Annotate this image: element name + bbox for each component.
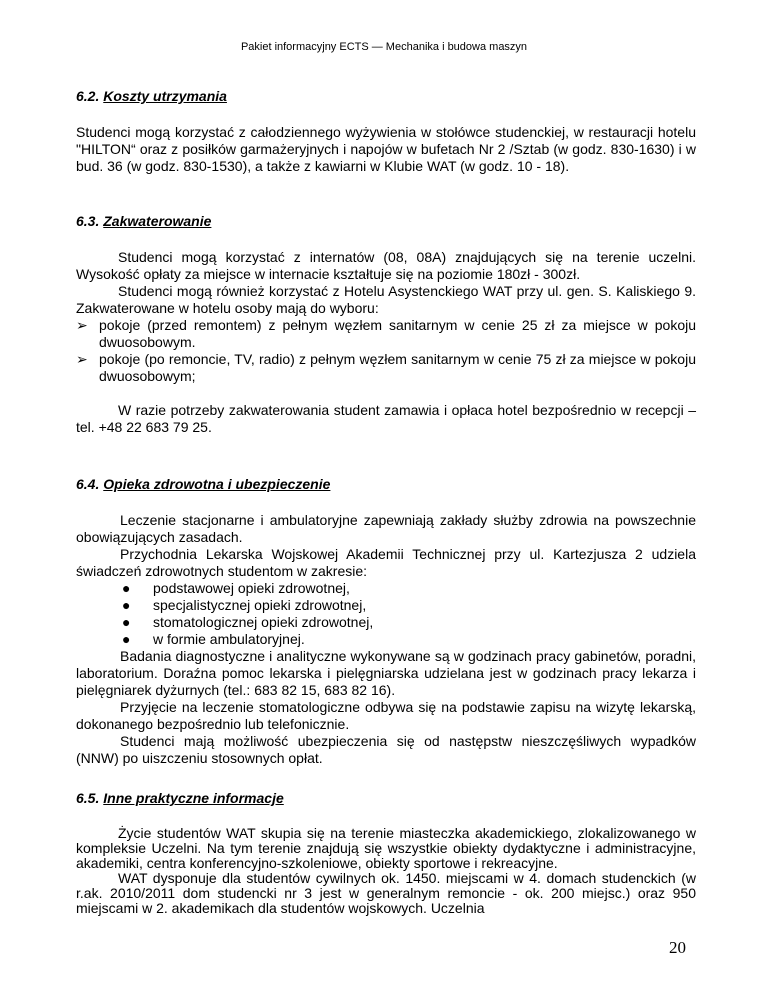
bullet-dot-icon: ● — [122, 631, 131, 647]
paragraph: Studenci mogą korzystać z internatów (08, 08A) znajdujących się na terenie uczelni. Wysokość opłaty za miejsce w internacie kształtuje się na poziomie 180zł - 300zł. — [76, 249, 696, 282]
section-heading — [76, 213, 696, 230]
section-heading — [76, 790, 696, 807]
list-item: ● w formie ambulatoryjnej. — [122, 631, 305, 647]
section-heading — [76, 88, 696, 105]
paragraph: W razie potrzeby zakwaterowania student zamawia i opłaca hotel bezpośrednio w recepcji – tel. +48 22 683 79 25. — [76, 402, 696, 435]
paragraph: Leczenie stacjonarne i ambulatoryjne zapewniają zakłady służby zdrowia na powszechnie obowiązujących zasadach. — [76, 512, 696, 545]
paragraph: Studenci mogą również korzystać z Hotelu Asystenckiego WAT przy ul. gen. S. Kaliskiego 9. Zakwaterowane w hotelu osoby mają do wyboru: — [76, 283, 696, 316]
arrow-bullet-icon: ➢ — [76, 351, 88, 367]
paragraph: Życie studentów WAT skupia się na terenie miasteczka akademickiego, zlokalizowanego w kompleksie Uczelni. Na tym terenie znajdują się wszystkie obiekty dydaktyczne i administracyjne, akademiki, centra konferencyjno-szkoleniowe, obiekty sportowe i rekreacyjne. — [76, 825, 696, 871]
arrow-bullet-icon: ➢ — [76, 317, 88, 333]
section-number: 6.3. — [76, 213, 100, 229]
page-header: Pakiet informacyjny ECTS — Mechanika i budowa maszyn — [240, 41, 528, 53]
section-6-5 — [76, 790, 696, 916]
list-item: ➢ pokoje (przed remontem) z pełnym węzłem sanitarnym w cenie 25 zł za miejsce w pokoju dwuosobowym. — [76, 317, 696, 350]
paragraph: Przyjęcie na leczenie stomatologiczne odbywa się na podstawie zapisu na wizytę lekarską, dokonanego bezpośrednio lub telefonicznie. — [76, 699, 696, 732]
bullet-dot-icon: ● — [122, 614, 131, 630]
paragraph: Przychodnia Lekarska Wojskowej Akademii Technicznej przy ul. Kartezjusza 2 udziela świadczeń zdrowotnych studentom w zakresie: — [76, 546, 696, 579]
section-number: 6.5. — [76, 790, 100, 806]
paragraph: Studenci mają możliwość ubezpieczenia się od następstw nieszczęśliwych wypadków (NNW) po uiszczeniu stosownych opłat. — [76, 733, 696, 766]
list-item: ➢ pokoje (po remoncie, TV, radio) z pełnym węzłem sanitarnym w cenie 75 zł za miejsce w pokoju dwuosobowym; — [76, 351, 696, 384]
bullet-list — [76, 580, 696, 648]
section-6-2 — [76, 88, 696, 175]
bullet-dot-icon: ● — [122, 580, 131, 596]
section-title: Koszty utrzymania — [103, 88, 227, 104]
list-item: ● specjalistycznej opieki zdrowotnej, — [122, 597, 367, 613]
list-item: ● stomatologicznej opieki zdrowotnej, — [122, 614, 374, 630]
section-number: 6.2. — [76, 88, 100, 104]
arrow-list — [76, 317, 696, 385]
section-heading — [76, 476, 696, 493]
section-6-4 — [76, 476, 696, 767]
bullet-dot-icon: ● — [122, 597, 131, 613]
section-number: 6.4. — [76, 476, 100, 492]
page-number: 20 — [669, 938, 686, 957]
paragraph: Studenci mogą korzystać z całodziennego wyżywienia w stołówce studenckiej, w restauracji hotelu "HILTON“ oraz z posiłków garmażeryjnych i napojów w bufetach Nr 2 /Sztab (w godz. 830-1630) i w bud. 36 (w godz. 830-1530), a także z kawiarni w Klubie WAT (w godz. 10 - 18). — [76, 124, 696, 174]
section-title: Zakwaterowanie — [103, 213, 212, 229]
list-item: ● podstawowej opieki zdrowotnej, — [122, 580, 350, 596]
section-title: Inne praktyczne informacje — [103, 790, 284, 806]
paragraph: WAT dysponuje dla studentów cywilnych ok. 1450. miejscami w 4. domach studenckich (w r.ak. 2010/2011 dom studencki nr 3 jest w generalnym remoncie - ok. 200 miejsc.) oraz 950 miejscami w 2. akademikach dla studentów wojskowych. Uczelnia — [76, 870, 696, 916]
paragraph: Badania diagnostyczne i analityczne wykonywane są w godzinach pracy gabinetów, poradni, laboratorium. Doraźna pomoc lekarska i pielęgniarska udzielana jest w godzinach pracy lekarza i pielęgniarek dyżurnych (tel.: 683 82 15, 683 82 16). — [76, 648, 696, 698]
section-6-3 — [76, 213, 696, 436]
section-title: Opieka zdrowotna i ubezpieczenie — [103, 476, 331, 492]
